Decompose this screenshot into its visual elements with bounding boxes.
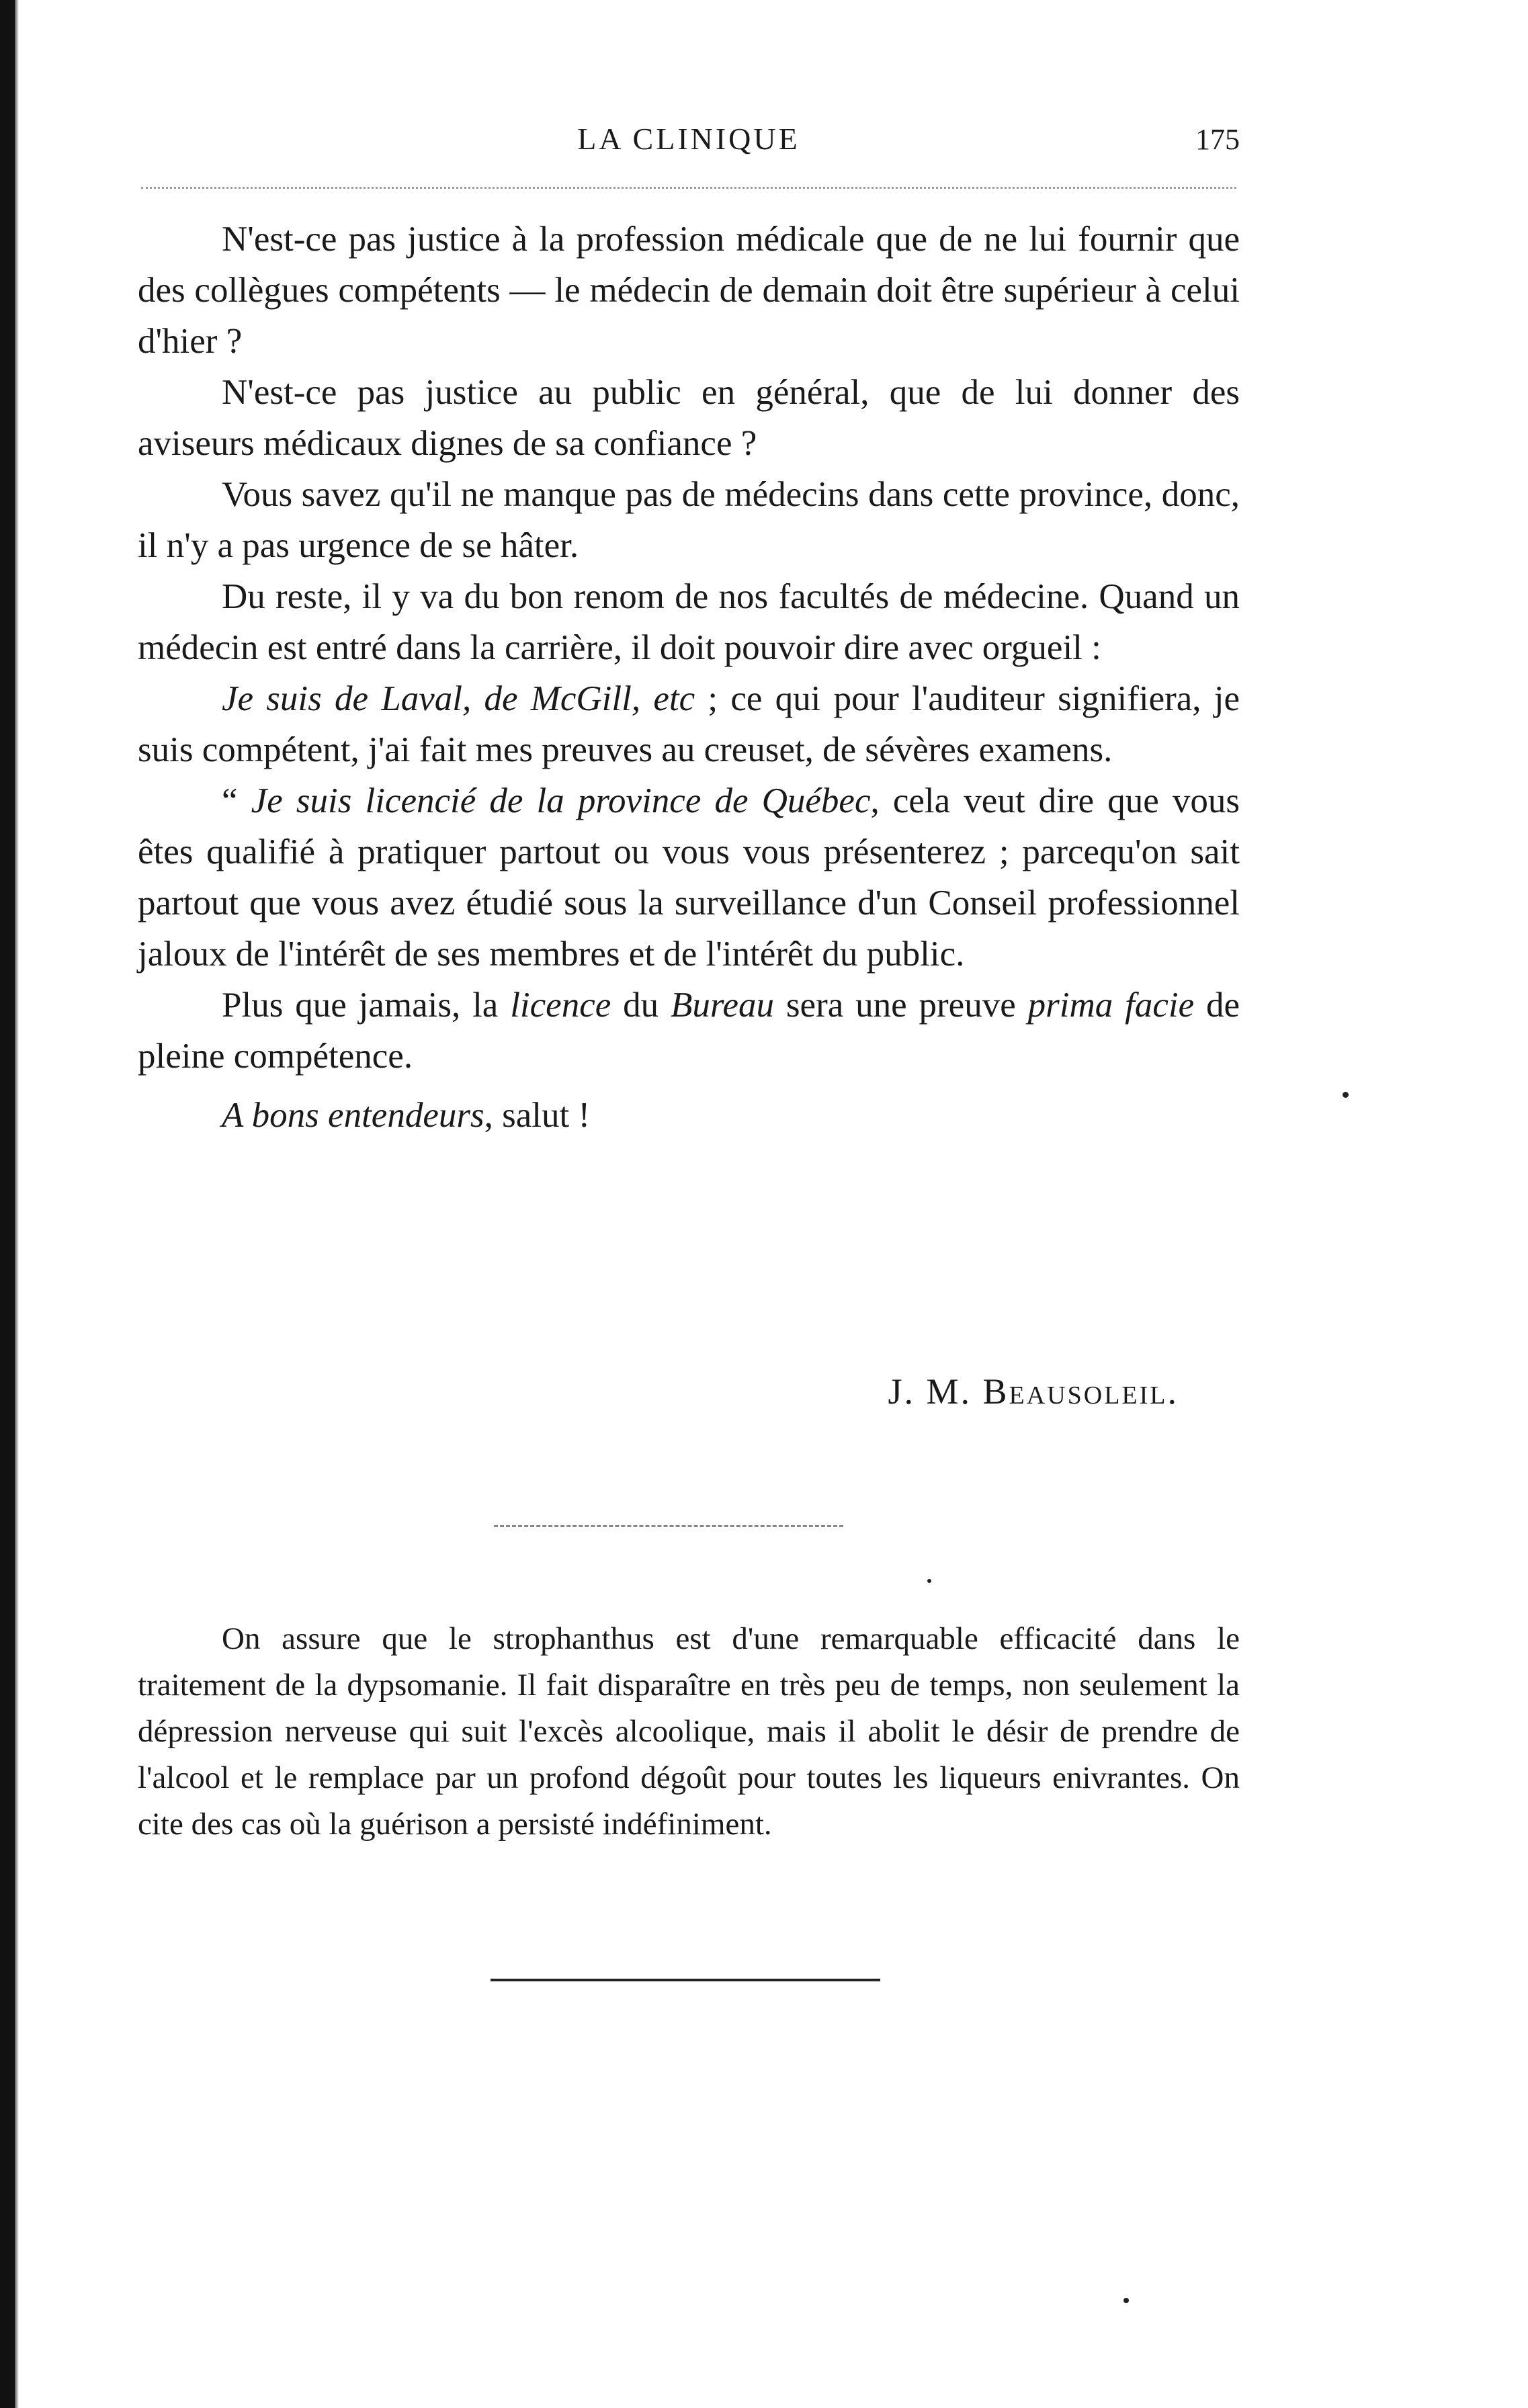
paragraph-3: Vous savez qu'il ne manque pas de médecins dans cette province, donc, il n'y a pas urgence de se hâter. (138, 475, 1240, 565)
author-initials: J. M. (888, 1371, 983, 1412)
scan-binding-edge (0, 0, 15, 2408)
running-title: LA CLINIQUE (577, 122, 800, 156)
section-divider (494, 1525, 843, 1527)
scan-speck (1343, 1092, 1349, 1098)
italic-phrase: Je suis de Laval, de McGill, etc (222, 679, 695, 718)
page-number: 175 (1195, 123, 1240, 156)
italic-phrase: prima facie (1027, 986, 1195, 1025)
paragraph-7 (138, 980, 1240, 1082)
italic-phrase: A bons entendeurs (222, 1096, 484, 1135)
closing-salutation (138, 1090, 1240, 1141)
paragraph-text: , salut ! (484, 1096, 591, 1135)
article-body (138, 214, 1240, 1141)
header-rule (141, 187, 1236, 189)
paragraph-text: Plus que jamais, la (222, 986, 511, 1025)
scan-speck (927, 1579, 931, 1583)
paragraph-text: sera une preuve (774, 986, 1028, 1025)
scan-binding-shadow (15, 0, 19, 2408)
paragraph-text: de pleine compétence. (138, 986, 1240, 1076)
end-rule (491, 1979, 880, 1981)
italic-phrase: Je suis licencié de la province de Québec (251, 781, 871, 820)
paragraph-text: du (611, 986, 671, 1025)
italic-word: licence (510, 986, 611, 1025)
paragraph-2: N'est-ce pas justice au public en général, que de lui donner des aviseurs médicaux dignes de sa confiance ? (138, 373, 1240, 463)
scan-speck (1123, 2298, 1129, 2303)
open-quote: “ (222, 781, 251, 820)
paragraph-6 (138, 775, 1240, 980)
paragraph-5 (138, 673, 1240, 775)
paragraph-text: , cela veut dire que vous êtes qualifié à pratiquer partout ou vous vous présenterez ; parcequ'on sait partout que vous avez étudié sous la surveillance d'un Conseil professionnel jaloux de l'intérêt de ses membres et de l'intérêt du public. (138, 781, 1240, 974)
italic-word: Bureau (671, 986, 775, 1025)
author-signature (888, 1371, 1179, 1412)
author-surname: Beausoleil. (982, 1371, 1179, 1412)
page-header (138, 121, 1240, 175)
paragraph-4: Du reste, il y va du bon renom de nos facultés de médecine. Quand un médecin est entré dans la carrière, il doit pouvoir dire avec orgueil : (138, 577, 1240, 667)
paragraph-text: ; ce qui pour l'auditeur signifiera, je suis compétent, j'ai fait mes preuves au creuset, de sévères examens. (138, 679, 1240, 769)
note-paragraph: On assure que le strophanthus est d'une remarquable efficacité dans le traitement de la dypsomanie. Il fait disparaître en très peu de temps, non seulement la dépression nerveuse qui suit l'excès alcoolique, mais il abolit le désir de prendre de l'alcool et le remplace par un profond dégoût pour toutes les liqueurs enivrantes. On cite des cas où la guérison a persisté indéfiniment. (138, 1621, 1240, 1842)
news-note (138, 1616, 1240, 1848)
paragraph-1: N'est-ce pas justice à la profession médicale que de ne lui fournir que des collègues compétents — le médecin de demain doit être supérieur à celui d'hier ? (138, 220, 1240, 361)
